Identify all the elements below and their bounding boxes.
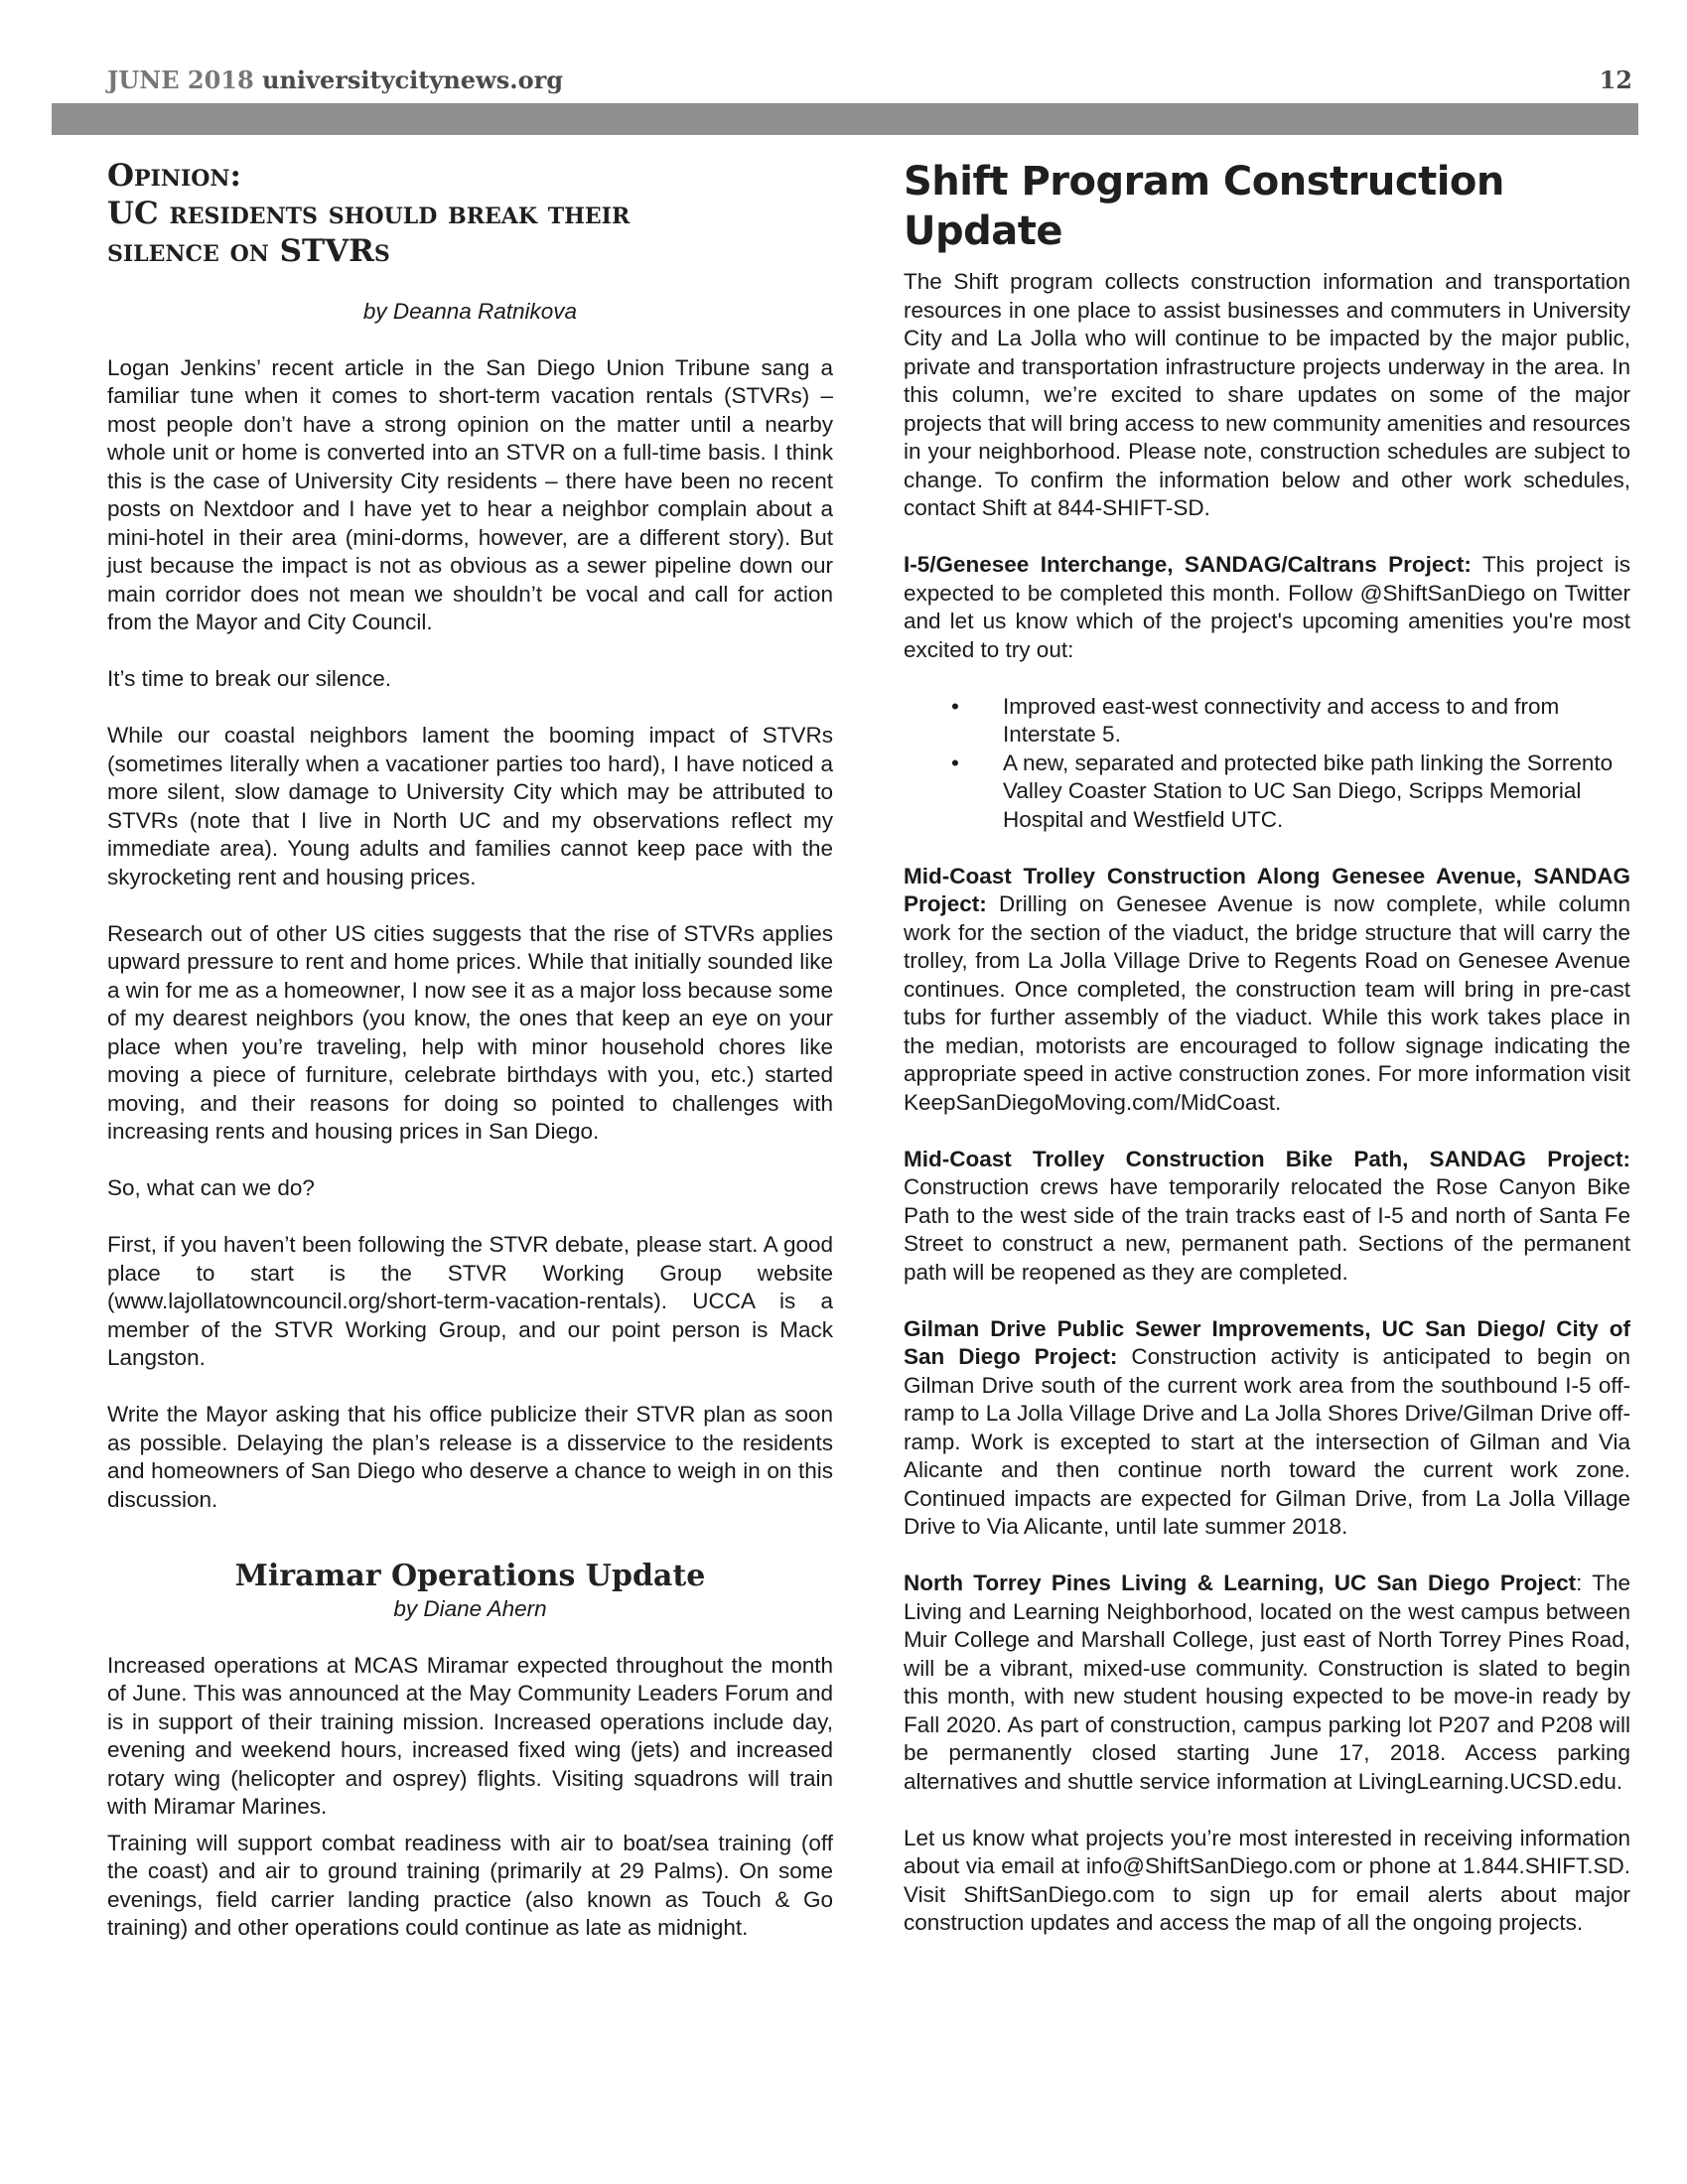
- project-body: Drilling on Genesee Avenue is now complete, while column work for the section of the viaduct, the bridge structure that will carry the trolley, from La Jolla Village Drive to Regents Road on Genesee Avenue continues. Once completed, the construction team will bring in pre-cast tubs for further assembly of the viaduct. While this work takes place in the median, motorists are encouraged to follow signage indicating the appropriate speed in active construction zones. For more information visit KeepSanDiegoMoving.com/MidCoast.: [904, 891, 1630, 1115]
- project-heading: Mid-Coast Trolley Construction Along Genesee Avenue, SANDAG Project:: [904, 863, 1630, 916]
- bullet-icon: •: [951, 750, 959, 775]
- shift-title: Shift Program Construction Update: [904, 159, 1504, 254]
- opinion-paragraph: First, if you haven’t been following the STVR debate, please start. A good place to start is the STVR Working Group website (www.lajollatowncouncil.org/short-term-vacation-rentals). UCCA is a member of the STVR Working Group, and our point person is Mack Langston.: [107, 1232, 833, 1370]
- project-body: This project is expected to be completed this month. Follow @ShiftSanDiego on Twitter and let us know which of the project's upcoming amenities you're most excited to try out:: [904, 552, 1630, 662]
- page-number: 12: [1599, 66, 1632, 94]
- project-body: Construction crews have temporarily relocated the Rose Canyon Bike Path to the west side of the train tracks east of I-5 and north of Santa Fe Street to construct a new, permanent path. Sections of the permanent path will be reopened as they are completed.: [904, 1174, 1630, 1285]
- opinion-title-line2: UC residents should break their: [107, 196, 631, 231]
- project-item: [904, 1146, 1630, 1288]
- shift-intro: The Shift program collects construction information and transportation resources in one place to assist businesses and commuters in University City and La Jolla who will continue to be impacted by the major public, private and transportation infrastructure projects underway in the area. In this column, we’re excited to share updates on some of the major projects that will bring access to new community amenities and resources in your neighborhood. Please note, construction schedules are subject to change. To confirm the information below and other work schedules, contact Shift at 844-SHIFT-SD.: [904, 269, 1630, 520]
- project-item: [904, 551, 1630, 664]
- project-body: Construction activity is anticipated to begin on Gilman Drive south of the current work area from the southbound I-5 off-ramp to La Jolla Village Drive and La Jolla Shores Drive/Gilman Drive off-ramp. Work is excepted to start at the intersection of Gilman and Via Alicante and then continue north toward the current work zone. Continued impacts are expected for Gilman Drive, from La Jolla Village Drive to Via Alicante, until late summer 2018.: [904, 1344, 1630, 1539]
- list-item-text: Improved east-west connectivity and access to and from Interstate 5.: [1003, 693, 1560, 747]
- project-item: [904, 863, 1630, 1118]
- site-url[interactable]: universitycitynews.org: [262, 66, 564, 94]
- opinion-paragraph: So, what can we do?: [107, 1175, 315, 1200]
- bullet-icon: •: [951, 693, 959, 719]
- project-heading: Mid-Coast Trolley Construction Bike Path, SANDAG Project:: [904, 1146, 1630, 1171]
- list-item: [951, 750, 1630, 835]
- project-item: [904, 1570, 1630, 1796]
- project-heading: I-5/Genesee Interchange, SANDAG/Caltrans Project:: [904, 552, 1472, 577]
- project-heading: North Torrey Pines Living & Learning, UC San Diego Project: [904, 1570, 1577, 1595]
- miramar-byline: by Diane Ahern: [393, 1596, 547, 1621]
- opinion-title-line1: Opinion:: [107, 158, 241, 194]
- opinion-paragraph: While our coastal neighbors lament the booming impact of STVRs (sometimes literally when a vacationer parties too hard), I have noticed a more silent, slow damage to University City which may be attributed to STVRs (note that I live in North UC and my observations reflect my immediate area). Young adults and families cannot keep pace with the skyrocketing rent and housing prices.: [107, 723, 833, 889]
- miramar-title: Miramar Operations Update: [234, 1559, 706, 1593]
- project-heading: Gilman Drive Public Sewer Improvements, UC San Diego/ City of San Diego Project:: [904, 1315, 1630, 1369]
- opinion-paragraph: It’s time to break our silence.: [107, 666, 391, 691]
- opinion-paragraph: Write the Mayor asking that his office publicize their STVR plan as soon as possible. Delaying the plan’s release is a disservice to the residents and homeowners of San Diego who deserve a chance to weigh in on this discussion.: [107, 1402, 833, 1512]
- issue-month: JUNE 2018: [107, 66, 254, 94]
- amenities-list: [904, 693, 1630, 835]
- opinion-byline: by Deanna Ratnikova: [362, 299, 578, 324]
- masthead: [52, 62, 1638, 97]
- right-column: [904, 157, 1630, 1938]
- shift-closing: Let us know what projects you’re most interested in receiving information about via email at info@ShiftSanDiego.com or phone at 1.844.SHIFT.SD. Visit ShiftSanDiego.com to sign up for email alerts about major construction updates and access the map of all the ongoing projects.: [904, 1825, 1630, 1935]
- project-item: [904, 1315, 1630, 1542]
- opinion-paragraph: Research out of other US cities suggests that the rise of STVRs applies upward pressure to rent and home prices. While that initially sounded like a win for me as a homeowner, I now see it as a major loss because some of my dearest neighbors (you know, the ones that keep an eye on your place when you’re traveling, help with minor household chores like moving a piece of furniture, celebrate birthdays with you, etc.) started moving, and their reasons for doing so pointed to challenges with increasing rents and housing prices in San Diego.: [107, 920, 833, 1144]
- project-body: : The Living and Learning Neighborhood, located on the west campus between Muir College and Marshall College, just east of North Torrey Pines Road, will be a vibrant, mixed-use community. Construction is slated to begin this month, with new student housing expected to be move-in ready by Fall 2020. As part of construction, campus parking lot P207 and P208 will be permanently closed starting June 17, 2018. Access parking alternatives and shuttle service information at LivingLearning.UCSD.edu.: [904, 1570, 1630, 1794]
- list-item-text: A new, separated and protected bike path linking the Sorrento Valley Coaster Station to UC San Diego, Scripps Memorial Hospital and Westfield UTC.: [1003, 750, 1614, 832]
- opinion-title-line3: silence on STVRs: [107, 233, 390, 269]
- opinion-title: [107, 157, 833, 270]
- left-column: [107, 157, 833, 1943]
- list-item: [951, 693, 1630, 750]
- header-divider-bar: [52, 103, 1638, 135]
- miramar-paragraph: Increased operations at MCAS Miramar expected throughout the month of June. This was announced at the May Community Leaders Forum and is in support of their training mission. Increased operations include day, evening and weekend hours, increased fixed wing (jets) and increased rotary wing (helicopter and osprey) flights. Visiting squadrons will train with Miramar Marines.: [107, 1652, 833, 1819]
- issue-line: [107, 66, 563, 94]
- opinion-paragraph: Logan Jenkins’ recent article in the San Diego Union Tribune sang a familiar tune when it comes to short-term vacation rentals (STVRs) – most people don’t have a strong opinion on the matter until a nearby whole unit or home is converted into an STVR on a full-time basis. I think this is the case of University City residents – there have been no recent posts on Nextdoor and I have yet to hear a neighbor complain about a mini-hotel in their area (mini-dorms, however, are a different story). But just because the impact is not as obvious as a sewer pipeline down our main corridor does not mean we shouldn’t be vocal and call for action from the Mayor and City Council.: [107, 354, 833, 634]
- miramar-paragraph: Training will support combat readiness with air to boat/sea training (off the coast) and air to ground training (primarily at 29 Palms). On some evenings, field carrier landing practice (also known as Touch & Go training) and other operations could continue as late as midnight.: [107, 1830, 833, 1940]
